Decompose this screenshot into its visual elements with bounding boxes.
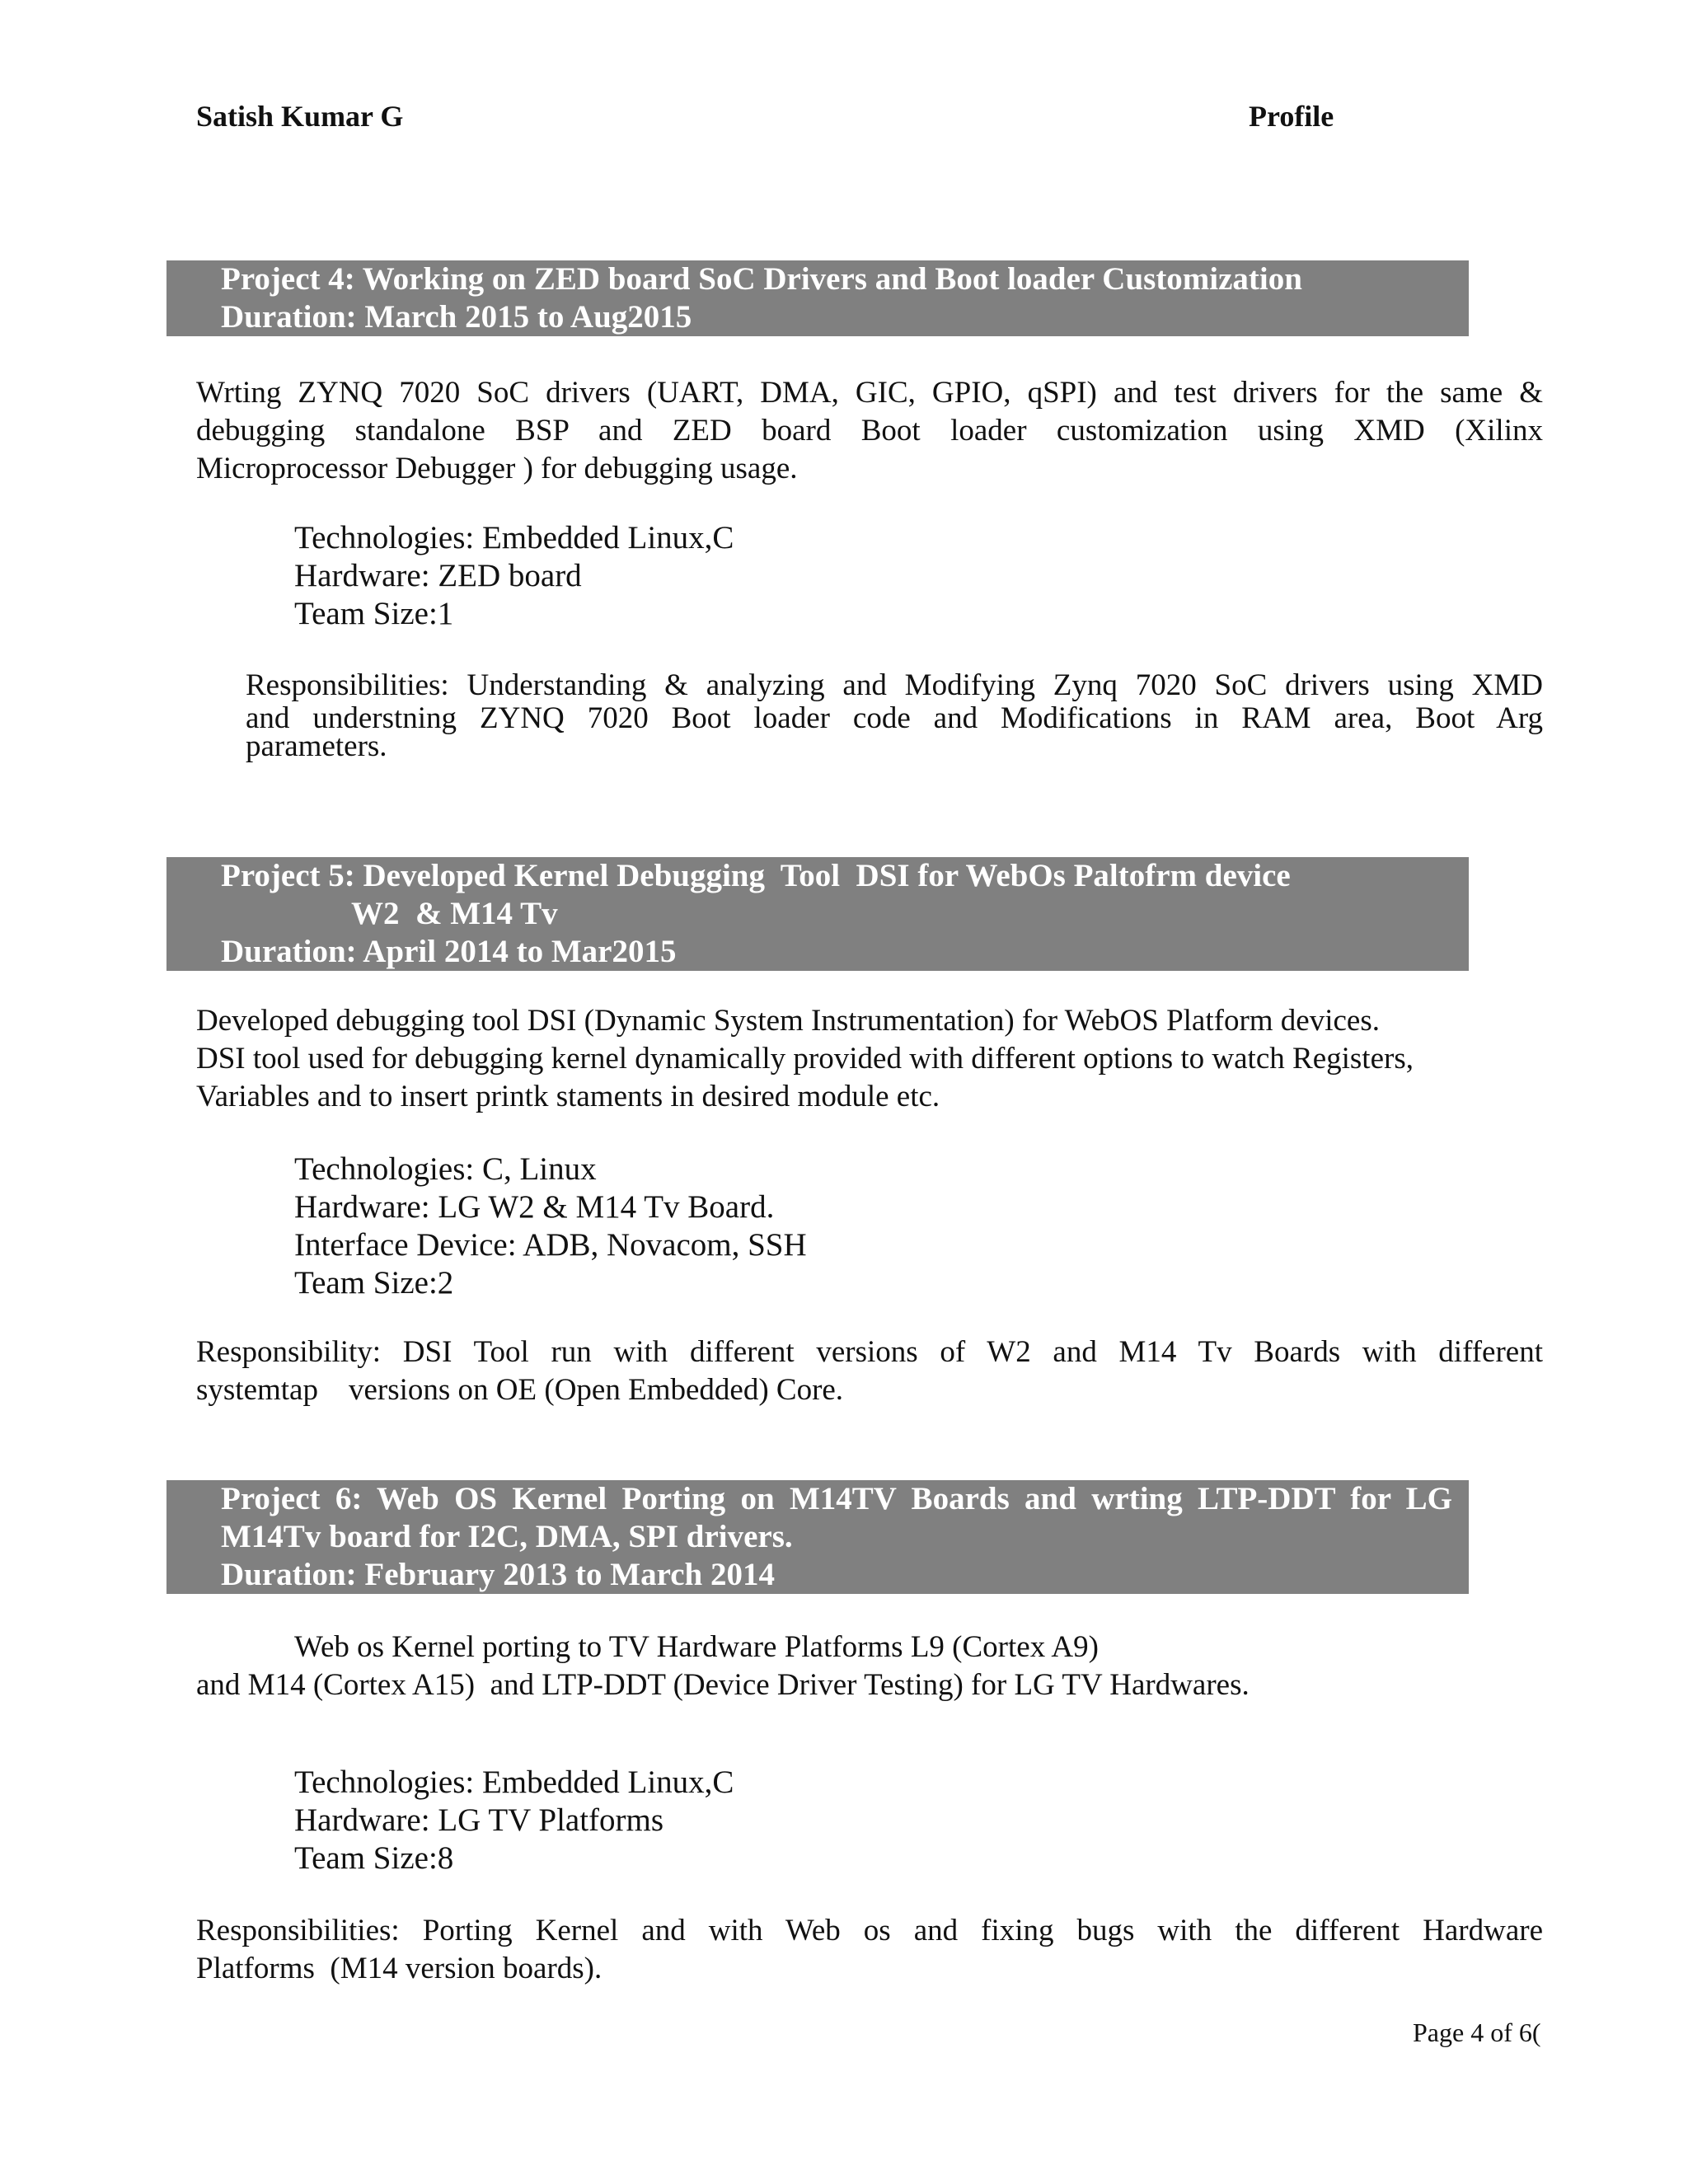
project-6-responsibilities bbox=[196, 1912, 1543, 1988]
responsibility-line: Platforms (M14 version boards). bbox=[196, 1952, 603, 1985]
page-number: Page 4 of 6( bbox=[1413, 2018, 1541, 2047]
project-5-duration: Duration: April 2014 to Mar2015 bbox=[221, 934, 677, 969]
responsibility-line: Responsibility: DSI Tool run with different versions of W2 and M14 Tv Boards with different bbox=[196, 1335, 1543, 1369]
hardware-item: Hardware: LG W2 & M14 Tv Board. bbox=[294, 1189, 775, 1225]
technologies-item: Technologies: C, Linux bbox=[294, 1151, 597, 1187]
description-line: Microprocessor Debugger ) for debugging usage. bbox=[196, 452, 798, 485]
description-line: Developed debugging tool DSI (Dynamic System Instrumentation) for WebOS Platform devices. bbox=[196, 1004, 1380, 1038]
technologies-item: Technologies: Embedded Linux,C bbox=[294, 520, 734, 555]
description-line: Wrting ZYNQ 7020 SoC drivers (UART, DMA, GIC, GPIO, qSPI) and test drivers for the same & bbox=[196, 376, 1543, 410]
project-6-title-continued: M14Tv board for I2C, DMA, SPI drivers. bbox=[221, 1519, 793, 1554]
description-line: DSI tool used for debugging kernel dynamically provided with different options to watch Registers, bbox=[196, 1042, 1414, 1076]
project-4-header bbox=[166, 260, 1469, 336]
project-4-duration: Duration: March 2015 to Aug2015 bbox=[221, 299, 692, 335]
hardware-item: Hardware: LG TV Platforms bbox=[294, 1802, 664, 1838]
project-5-header bbox=[166, 857, 1469, 971]
responsibility-line: systemtap versions on OE (Open Embedded) Core. bbox=[196, 1373, 844, 1407]
author-name: Satish Kumar G bbox=[196, 100, 404, 133]
project-6-title: Project 6: Web OS Kernel Porting on M14TV Boards and wrting LTP-DDT for LG bbox=[221, 1481, 1452, 1516]
project-5-title: Project 5: Developed Kernel Debugging Tool DSI for WebOs Paltofrm device bbox=[221, 858, 1291, 893]
project-6-header bbox=[166, 1480, 1469, 1594]
interface-device-item: Interface Device: ADB, Novacom, SSH bbox=[294, 1227, 807, 1263]
project-6-description-line-1: Web os Kernel porting to TV Hardware Platforms L9 (Cortex A9) bbox=[294, 1630, 1099, 1664]
hardware-item: Hardware: ZED board bbox=[294, 558, 582, 593]
description-line: Variables and to insert printk staments in desired module etc. bbox=[196, 1080, 940, 1113]
responsibility-line: and understning ZYNQ 7020 Boot loader code and Modifications in RAM area, Boot Arg bbox=[246, 701, 1543, 735]
description-line: debugging standalone BSP and ZED board Boot loader customization using XMD (Xilinx bbox=[196, 414, 1543, 448]
team-size-item: Team Size:1 bbox=[294, 596, 454, 631]
responsibility-line: Responsibilities: Understanding & analyzing and Modifying Zynq 7020 SoC drivers using XMD bbox=[246, 668, 1543, 702]
technologies-item: Technologies: Embedded Linux,C bbox=[294, 1765, 734, 1800]
project-4-details bbox=[294, 519, 734, 633]
project-6-duration: Duration: February 2013 to March 2014 bbox=[221, 1557, 775, 1592]
project-4-responsibilities bbox=[246, 668, 1543, 763]
team-size-item: Team Size:8 bbox=[294, 1840, 454, 1876]
project-5-details bbox=[294, 1151, 807, 1302]
project-4-title: Project 4: Working on ZED board SoC Drivers and Boot loader Customization bbox=[221, 261, 1302, 297]
team-size-item: Team Size:2 bbox=[294, 1265, 454, 1301]
project-6-description-line-2: and M14 (Cortex A15) and LTP-DDT (Device Driver Testing) for LG TV Hardwares. bbox=[196, 1668, 1250, 1702]
header-section-label: Profile bbox=[1249, 100, 1334, 133]
project-6-details bbox=[294, 1764, 734, 1877]
project-5-title-continued: W2 & M14 Tv bbox=[351, 896, 558, 931]
responsibility-line: parameters. bbox=[246, 729, 387, 763]
responsibility-line: Responsibilities: Porting Kernel and with Web os and fixing bugs with the different Hardware bbox=[196, 1914, 1543, 1947]
project-5-responsibilities bbox=[196, 1333, 1543, 1409]
project-5-description bbox=[196, 1002, 1543, 1116]
project-4-description bbox=[196, 374, 1543, 488]
